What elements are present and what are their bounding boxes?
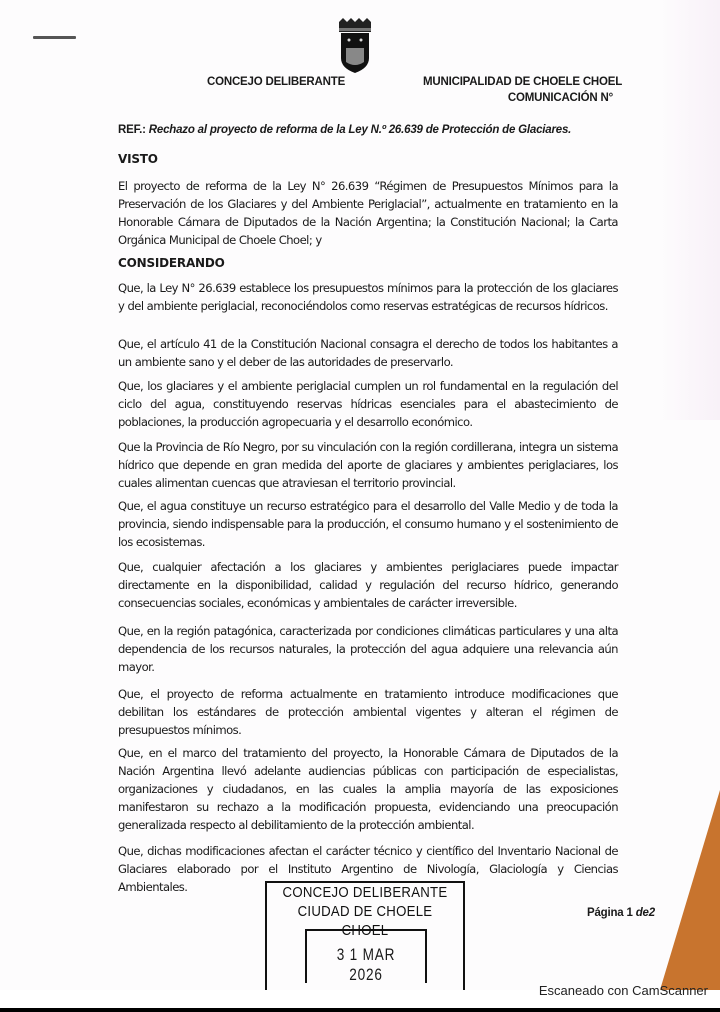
ref-text: Rechazo al proyecto de reforma de la Ley N.º 26.639 de Protección de Glaciares. xyxy=(148,124,572,136)
visto-heading: VISTO xyxy=(118,152,158,166)
pen-mark xyxy=(33,36,76,39)
considerando-paragraph: Que, en el marco del tratamiento del proyecto, la Honorable Cámara de Diputados de la Nación Argentina llevó adelante audiencias públicas con participación de especialistas, organizaciones y ciudadanos, en las cuales la amplia mayoría de las exposiciones manifestaron su rechazo a la modificación propuesta, evidenciando una preocupación generalizada respecto al debilitamiento de la protección ambiental. xyxy=(118,746,618,832)
considerando-paragraph: Que, dichas modificaciones afectan el carácter técnico y científico del Inventario Nacional de Glaciares elaborado por el Instituto Argentino de Nivología, Glaciología y Ciencias Ambientales. xyxy=(118,844,618,894)
page-current: 1 xyxy=(626,907,633,919)
considerando-paragraph: Que, los glaciares y el ambiente periglacial cumplen un rol fundamental en la regulación del ciclo del agua, constituyendo reservas hídricas esenciales para el abastecimiento de poblaciones, la producción agropecuaria y el desarrollo económico. xyxy=(118,379,618,429)
bottom-bar xyxy=(0,1008,720,1012)
page-prefix: Página xyxy=(587,907,624,919)
considerando-paragraph: Que la Provincia de Río Negro, por su vinculación con la región cordillerana, integra un sistema hídrico que depende en gran medida del aporte de glaciares y ambientes periglaciares, los cuales alimentan cuencas que atraviesan el territorio provincial. xyxy=(118,440,618,490)
page-of: de xyxy=(635,907,649,919)
stamp-date: 3 1 MAR 2026 xyxy=(336,945,396,984)
header-concejo: CONCEJO DELIBERANTE xyxy=(207,76,346,88)
considerando-paragraph: Que, en la región patagónica, caracterizada por condiciones climáticas particulares y una alta dependencia de los recursos naturales, la protección del agua adquiere una relevancia aún mayor. xyxy=(118,624,618,674)
paper-shadow xyxy=(660,0,720,420)
camscanner-watermark: Escaneado con CamScanner xyxy=(538,983,708,998)
header-municipalidad: MUNICIPALIDAD DE CHOELE CHOEL xyxy=(423,76,623,88)
considerando-heading: CONSIDERANDO xyxy=(118,256,225,270)
stamp-date-box xyxy=(305,929,427,983)
considerando-paragraph: Que, el agua constituye un recurso estratégico para el desarrollo del Valle Medio y de toda la provincia, siendo indispensable para la producción, el consumo humano y el sostenimiento de los ecosistemas. xyxy=(118,499,618,549)
considerando-paragraph: Que, cualquier afectación a los glaciares y ambientes periglaciares puede impactar directamente en la disponibilidad, calidad y regulación del recurso hídrico, generando consecuencias sociales, económicas y ambientales de carácter irreversible. xyxy=(118,560,618,610)
stamp-line-2: CIUDAD DE CHOELE CHOEL xyxy=(297,903,433,939)
ref-label: REF.: xyxy=(118,124,146,136)
reference-line xyxy=(118,124,571,136)
wood-table-background xyxy=(660,790,720,990)
reception-stamp xyxy=(265,881,465,990)
page-number xyxy=(587,907,655,919)
page-total: 2 xyxy=(648,907,655,919)
considerando-paragraph: Que, el artículo 41 de la Constitución Nacional consagra el derecho de todos los habitantes a un ambiente sano y el deber de las autoridades de preservarlo. xyxy=(118,337,618,369)
header-comunicacion: COMUNICACIÓN N° xyxy=(507,92,613,104)
coat-of-arms-icon xyxy=(333,18,377,74)
considerando-paragraph: Que, la Ley N° 26.639 establece los presupuestos mínimos para la protección de los glaciares y del ambiente periglacial, reconociéndolos como reservas estratégicas de recursos hídricos. xyxy=(118,281,618,313)
considerando-paragraph: Que, el proyecto de reforma actualmente en tratamiento introduce modificaciones que debilitan los estándares de protección ambiental vigentes y alteran el régimen de presupuestos mínimos. xyxy=(118,687,618,737)
visto-text: El proyecto de reforma de la Ley N° 26.639 “Régimen de Presupuestos Mínimos para la Preservación de los Glaciares y del Ambiente Periglacial”, actualmente en tratamiento en la Honorable Cámara de Diputados de la Nación Argentina; la Constitución Nacional; la Carta Orgánica Municipal de Choele Choel; y xyxy=(118,179,618,247)
stamp-line-1: CONCEJO DELIBERANTE xyxy=(282,884,448,901)
